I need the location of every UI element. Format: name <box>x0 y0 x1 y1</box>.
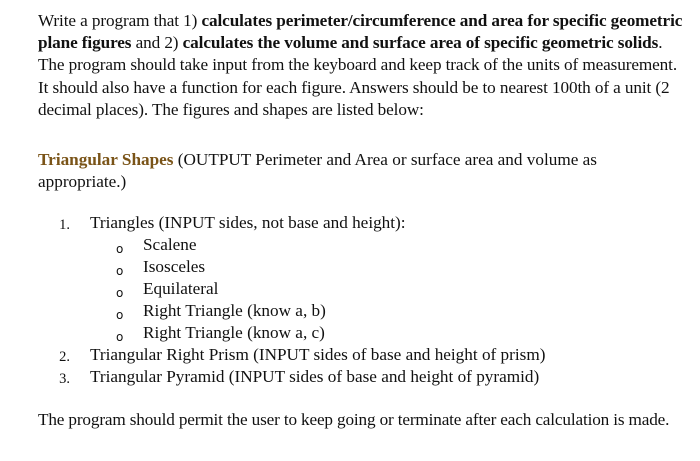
sub-item-equilateral: Equilateral <box>143 279 219 298</box>
sub-item-right-triangle-ab: Right Triangle (know a, b) <box>143 301 326 320</box>
bullet-icon: o <box>116 308 124 322</box>
section-subtitle: (OUTPUT Perimeter and Area or surface area and volume as appropriate.) <box>38 150 597 192</box>
list-number-1: 1. <box>59 217 70 233</box>
section-title: Triangular Shapes <box>38 150 174 169</box>
list-item-triangles: Triangles (INPUT sides, not base and height): <box>90 213 406 232</box>
sub-item-scalene: Scalene <box>143 235 197 254</box>
list-item-triangular-prism: Triangular Right Prism (INPUT sides of base and height of prism) <box>90 345 546 364</box>
closing-paragraph: The program should permit the user to keep going or terminate after each calculation is made. <box>38 410 670 429</box>
intro-paragraph <box>38 10 688 121</box>
list-number-3: 3. <box>59 371 70 387</box>
intro-bold-plane-figures: calculates perimeter/circumference and area for specific geometric plane figures <box>38 11 683 53</box>
bullet-icon: o <box>116 286 124 300</box>
bullet-icon: o <box>116 330 124 344</box>
intro-bold-solids: calculates the volume and surface area of specific geometric solids <box>182 33 659 53</box>
bullet-icon: o <box>116 242 124 256</box>
section-heading <box>38 149 678 193</box>
intro-text-1: Write a program that 1) <box>38 11 202 30</box>
intro-text-2: and 2) <box>131 33 183 53</box>
list-item-triangular-pyramid: Triangular Pyramid (INPUT sides of base and height of pyramid) <box>90 367 540 386</box>
sub-item-isosceles: Isosceles <box>143 257 206 276</box>
bullet-icon: o <box>116 264 124 278</box>
list-number-2: 2. <box>59 349 70 365</box>
intro-text-3: . The program should take input from the keyboard and keep track of the units of measurement. It should also have a function for each figure. Answers should be to nearest 100th of a unit (2 decimal places). The figures and shapes are listed below: <box>38 33 678 119</box>
sub-item-right-triangle-ac: Right Triangle (know a, c) <box>143 323 325 342</box>
